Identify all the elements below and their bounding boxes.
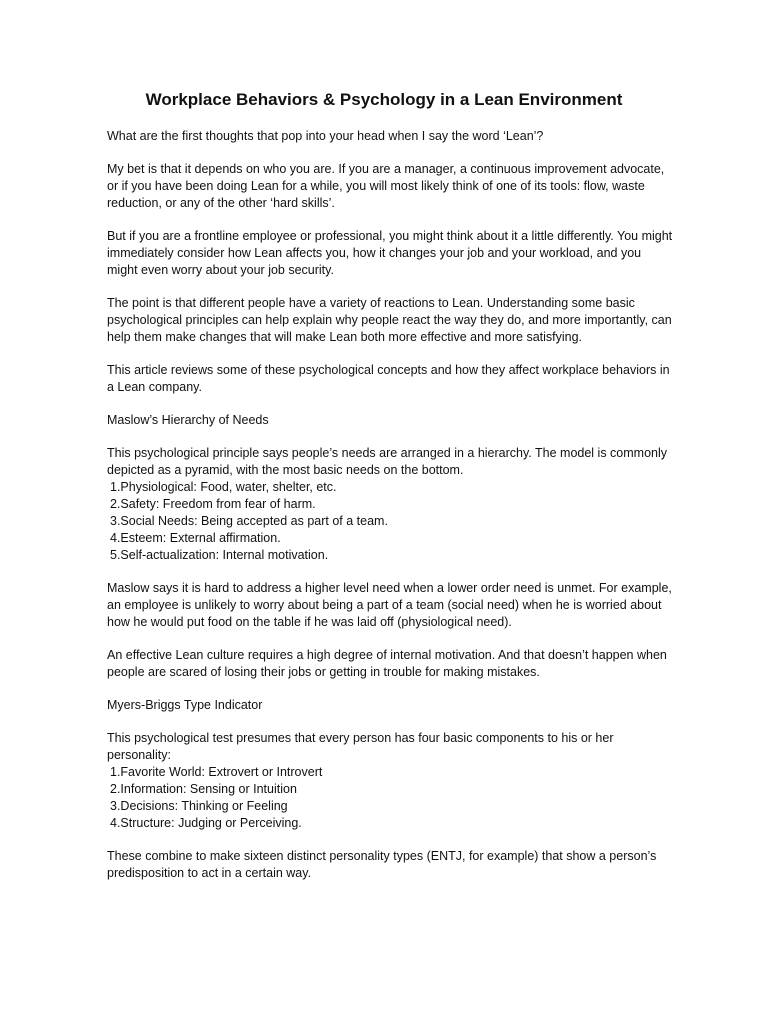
maslow-heading: Maslow’s Hierarchy of Needs: [107, 413, 269, 427]
intro-paragraph-1: What are the first thoughts that pop into your head when I say the word ‘Lean’?: [107, 129, 544, 143]
intro-paragraph-3: But if you are a frontline employee or professional, you might think about it a little differently. You might immediately consider how Lean affects you, how it changes your job and your workload, and you might even worry about your job security.: [107, 229, 673, 277]
intro-paragraph-2: My bet is that it depends on who you are. If you are a manager, a continuous improvement advocate, or if you have been doing Lean for a while, you will most likely think of one of its tools: flow, waste reduction, or any of the other ‘hard skills’.: [107, 162, 665, 210]
maslow-paragraph-1: Maslow says it is hard to address a higher level need when a lower order need is unmet. For example, an employee is unlikely to worry about being a part of a team (social need) when he is worried about how he would put food on the table if he was laid off (physiological need).: [107, 581, 672, 629]
intro-paragraph-4: The point is that different people have a variety of reactions to Lean. Understanding some basic psychological principles can help explain why people react the way they do, and more importantly, can help them make changes that will make Lean both more effective and more satisfying.: [107, 296, 672, 344]
list-item: 1.Physiological: Food, water, shelter, etc.: [110, 480, 337, 494]
list-item: 2.Information: Sensing or Intuition: [110, 782, 297, 796]
mbti-paragraph-1: These combine to make sixteen distinct personality types (ENTJ, for example) that show a person’s predisposition to act in a certain way.: [107, 849, 657, 880]
mbti-components-list: [107, 764, 673, 832]
list-item: 3.Social Needs: Being accepted as part of a team.: [110, 514, 388, 528]
intro-paragraph-5: This article reviews some of these psychological concepts and how they affect workplace behaviors in a Lean company.: [107, 363, 670, 394]
maslow-paragraph-2: An effective Lean culture requires a high degree of internal motivation. And that doesn’t happen when people are scared of losing their jobs or getting in trouble for making mistakes.: [107, 648, 667, 679]
maslow-needs-list: [107, 479, 673, 564]
document-title: Workplace Behaviors & Psychology in a Lean Environment: [145, 90, 623, 109]
list-item: 5.Self-actualization: Internal motivation.: [110, 548, 329, 562]
mbti-heading: Myers-Briggs Type Indicator: [107, 698, 263, 712]
list-item: 4.Esteem: External affirmation.: [110, 531, 281, 545]
list-item: 2.Safety: Freedom from fear of harm.: [110, 497, 316, 511]
mbti-lead: This psychological test presumes that every person has four basic components to his or her personality:: [107, 731, 614, 762]
document-body: [107, 128, 673, 882]
list-item: 3.Decisions: Thinking or Feeling: [110, 799, 288, 813]
list-item: 4.Structure: Judging or Perceiving.: [110, 816, 302, 830]
list-item: 1.Favorite World: Extrovert or Introvert: [110, 765, 323, 779]
maslow-lead: This psychological principle says people’s needs are arranged in a hierarchy. The model is commonly depicted as a pyramid, with the most basic needs on the bottom.: [107, 446, 668, 477]
